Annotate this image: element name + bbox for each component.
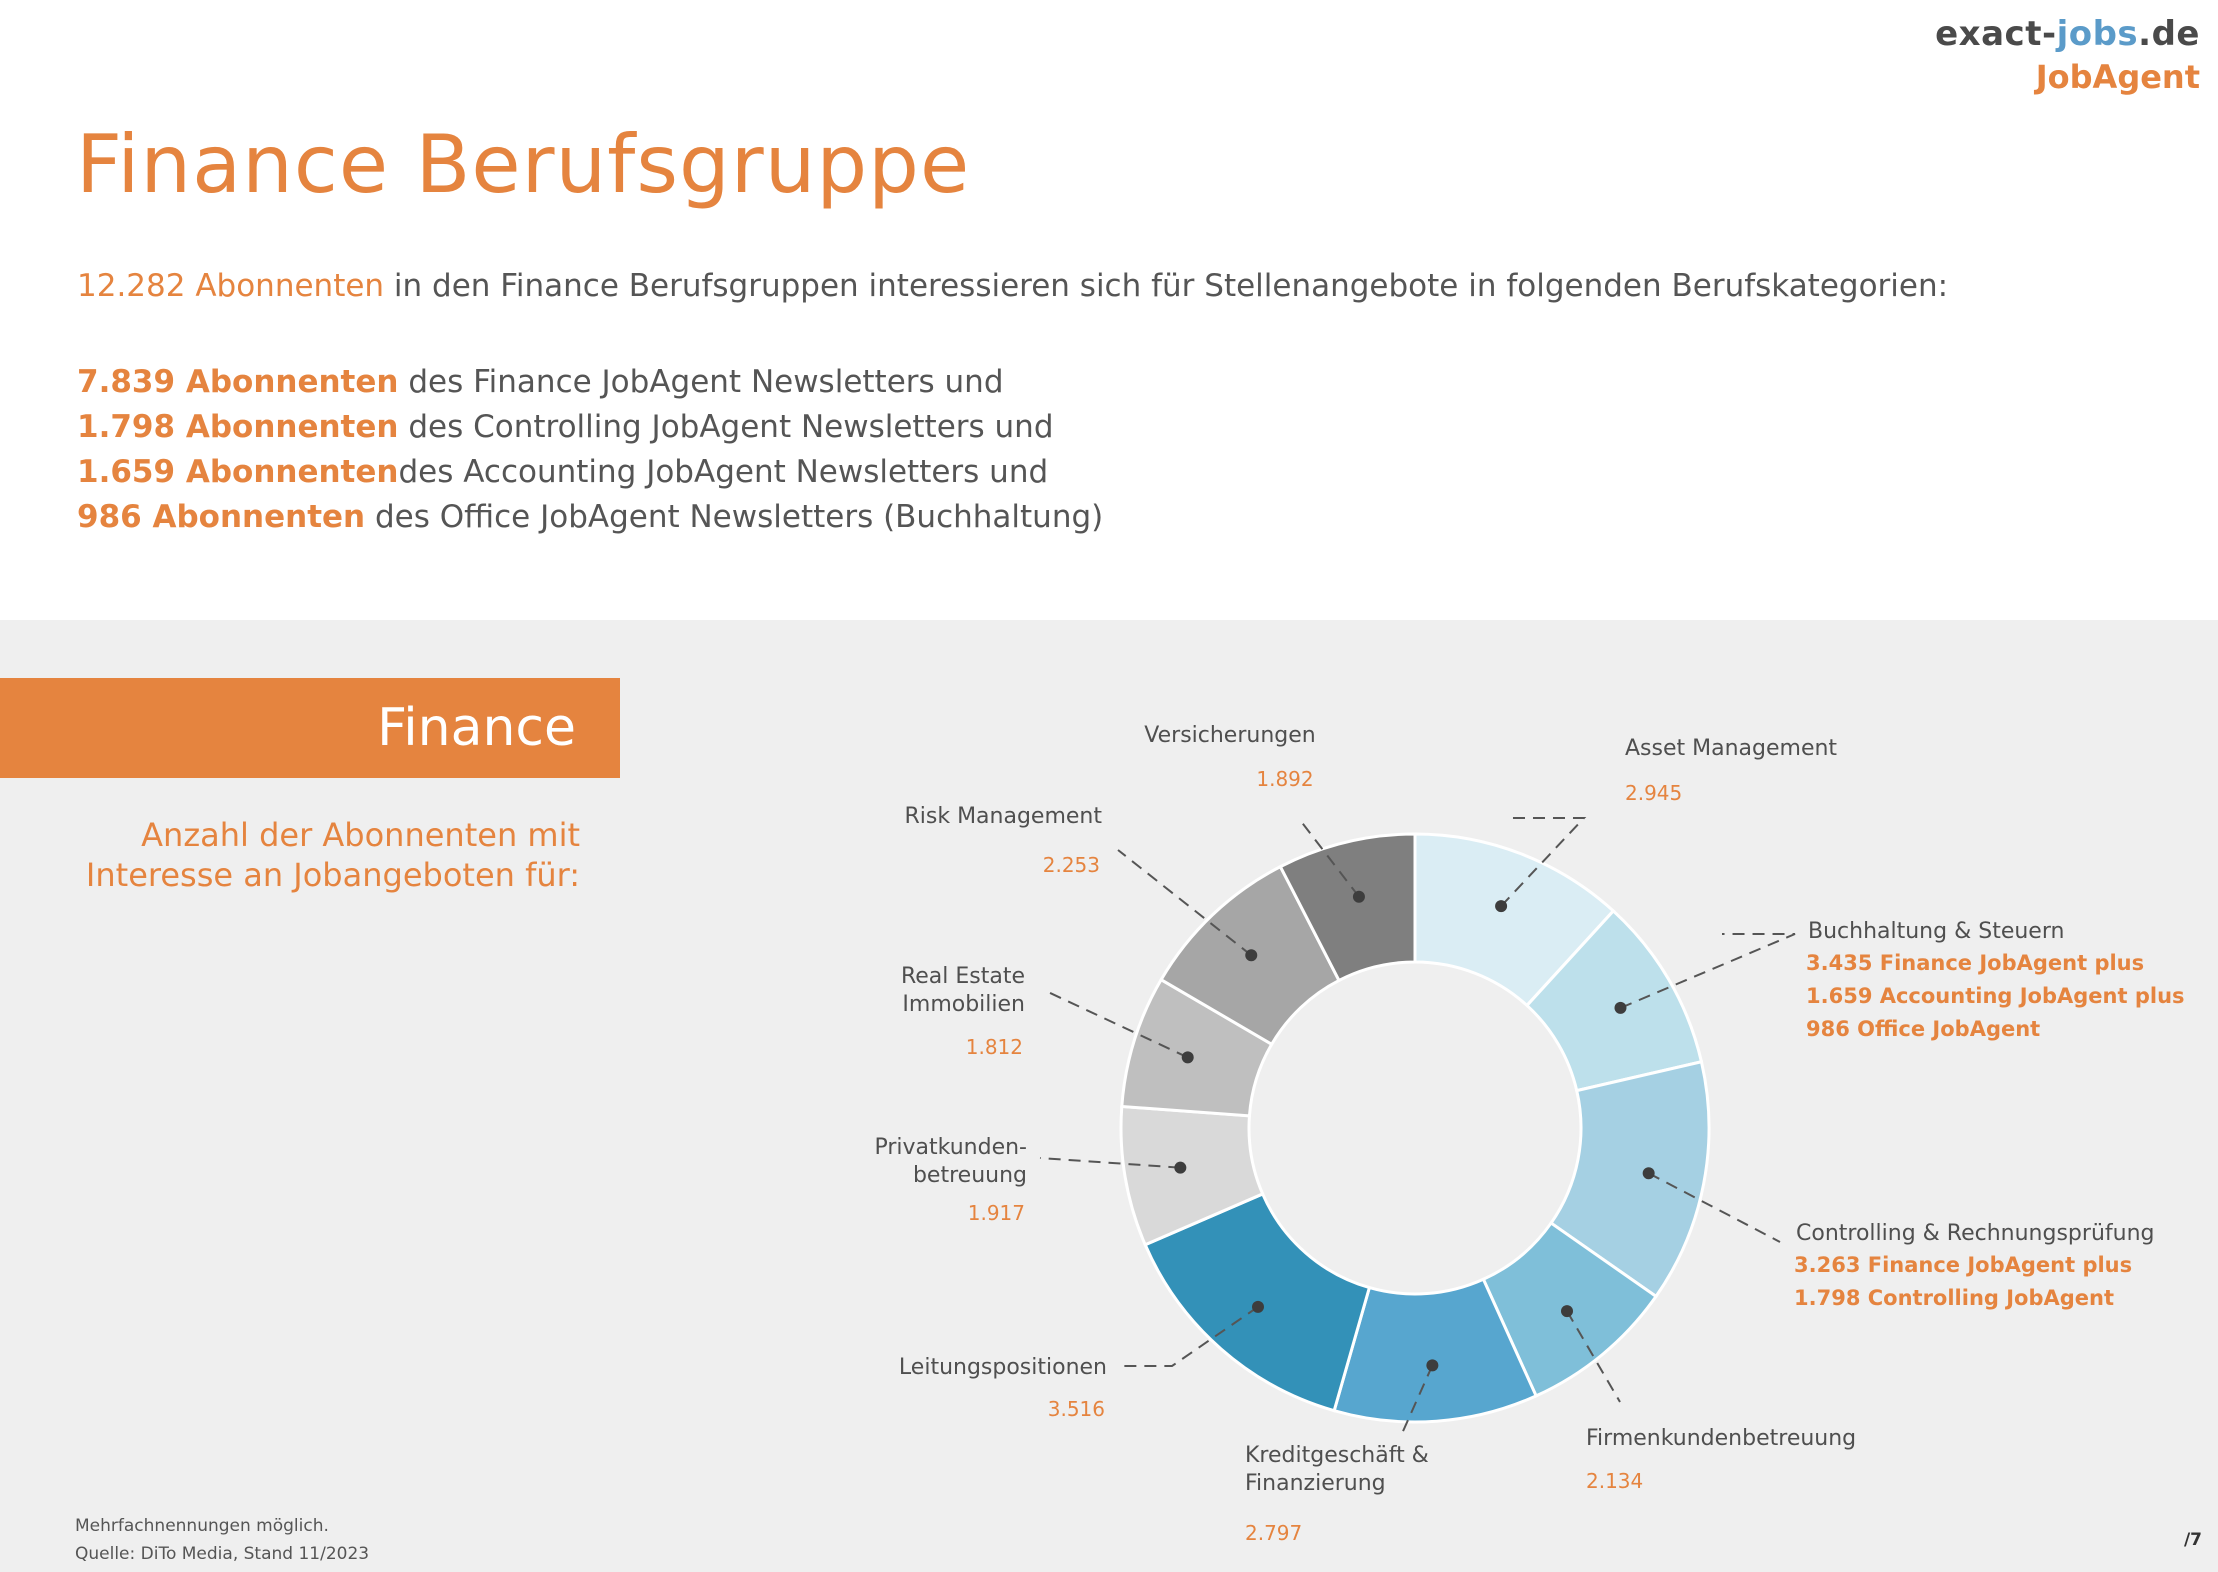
slice-value: 3.516 (1047, 1397, 1105, 1421)
leader-dot (1426, 1359, 1438, 1371)
page-title: Finance Berufsgruppe (76, 118, 971, 211)
banner-label: Finance (377, 698, 576, 758)
slice-label: Privatkunden- (874, 1135, 1027, 1160)
leader-dot (1495, 900, 1507, 912)
slice-label: Leitungspositionen (898, 1355, 1107, 1380)
slice-label: Firmenkundenbetreuung (1586, 1426, 1857, 1451)
logo-subtitle: JobAgent (2035, 58, 2200, 96)
leader-dot (1245, 949, 1257, 961)
slice-value: 2.134 (1586, 1469, 1644, 1493)
leader-dot (1561, 1305, 1573, 1317)
slice-label: Controlling & Rechnungsprüfung (1796, 1221, 2155, 1246)
slice-detail: 1.798 Controlling JobAgent (1794, 1286, 2115, 1310)
slice-label: Versicherungen (1144, 723, 1316, 748)
slice-label: Risk Management (904, 804, 1102, 829)
intro-text: 12.282 Abonnenten in den Finance Berufsgruppen interessieren sich für Stellenangebote in folgenden Berufskategorien: (77, 268, 1949, 304)
leader-dot (1353, 891, 1365, 903)
slice-value: 1.812 (965, 1035, 1023, 1059)
page-number: /7 (2183, 1530, 2202, 1550)
logo-wordmark: exact-jobs.de (1935, 14, 2200, 54)
slice-label: Kreditgeschäft & (1245, 1443, 1429, 1468)
slice-detail: 3.435 Finance JobAgent plus (1806, 951, 2145, 975)
slice-value: 2.253 (1042, 853, 1100, 877)
slice-value: 1.917 (967, 1201, 1025, 1225)
slice-label: Asset Management (1625, 736, 1838, 761)
slice-value: 1.892 (1256, 767, 1314, 791)
newsletter-line: 7.839 Abonnenten des Finance JobAgent Newsletters und (77, 364, 1004, 400)
newsletter-line: 1.659 Abonnentendes Accounting JobAgent Newsletters und (77, 454, 1049, 490)
slice-label: Finanzierung (1245, 1471, 1386, 1496)
leader-dot (1252, 1301, 1264, 1313)
leader-dot (1614, 1002, 1626, 1014)
slice-value: 2.945 (1625, 781, 1683, 805)
newsletter-line: 1.798 Abonnenten des Controlling JobAgent Newsletters und (77, 409, 1054, 445)
slice-label: Buchhaltung & Steuern (1808, 919, 2065, 944)
leader-dot (1174, 1162, 1186, 1174)
slice-detail: 986 Office JobAgent (1806, 1017, 2041, 1041)
footnote: Mehrfachnennungen möglich. Quelle: DiTo Media, Stand 11/2023 (75, 1516, 370, 1564)
slice-label: Immobilien (902, 992, 1025, 1017)
newsletter-line: 986 Abonnenten des Office JobAgent Newsletters (Buchhaltung) (77, 499, 1104, 535)
slice-detail: 3.263 Finance JobAgent plus (1794, 1253, 2133, 1277)
slice-detail: 1.659 Accounting JobAgent plus (1806, 984, 2185, 1008)
leader-dot (1182, 1051, 1194, 1063)
slice-value: 2.797 (1245, 1521, 1303, 1545)
slice-label: betreuung (912, 1163, 1027, 1188)
chart-subheading: Anzahl der Abonnenten mit Interesse an Jobangeboten für: (85, 816, 580, 894)
slice-label: Real Estate (900, 964, 1025, 989)
leader-dot (1643, 1167, 1655, 1179)
